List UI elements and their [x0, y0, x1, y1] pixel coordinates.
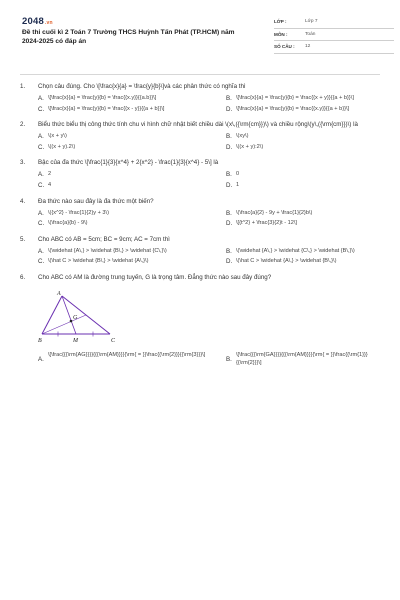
option-text: \[{t^2} + \frac{3}{2}t - 12\]: [236, 220, 297, 227]
label-c: C: [111, 337, 116, 344]
side-ab: [42, 296, 62, 334]
option-d[interactable]: D. \(\hat C > \widehat {A\,} > \widehat {B\,}\): [226, 258, 398, 266]
option-b[interactable]: B. \[\frac{x}{a} = \frac{y}{b} = \frac{{x + y}}{{a + b}}\]: [226, 95, 398, 103]
option-d[interactable]: D. \((x + y):2\): [226, 144, 398, 152]
option-b[interactable]: B. \(\widehat {A\,} > \widehat {C\,} > \widehat {B\,}\): [226, 248, 398, 256]
option-a[interactable]: A. \({x^2} - \frac{1}{2}y + 3\): [38, 210, 226, 218]
option-text: \(\widehat {A\,} > \widehat {B\,} > \widehat {C\,}\): [48, 247, 167, 254]
option-text: 4: [48, 181, 52, 188]
option-b[interactable]: B. \(\frac{a}{2} - 9y + \frac{1}{2}b\): [226, 210, 398, 218]
option-text: \(\hat C > \widehat {A\,} > \widehat {B\,}\): [236, 258, 337, 265]
option-text: \[\frac{x}{a} = \frac{y}{b} = \frac{{x + y}}{{a + b}}\]: [236, 95, 354, 101]
option-text: \((x + y).2\): [48, 143, 76, 150]
option-text: \(xy\): [236, 133, 249, 140]
class-value: Lớp 7: [305, 19, 318, 25]
option-c[interactable]: C. 4: [38, 182, 226, 190]
class-label: LỚP :: [274, 19, 287, 25]
option-text: \[\frac{x}{a} = \frac{y}{b} = \frac{{x - y}}{{a + b}}\]: [48, 105, 165, 112]
question-text: Chọn câu đúng. Cho \[\frac{x}{a} = \frac{y}{b}\]và các phân thức có nghĩa thì: [38, 83, 246, 90]
option-text: \(\hat C > \widehat {B\,} > \widehat {A\,}\): [48, 258, 149, 265]
option-text: \[\frac{{{\rm{GA}}}}{{{\rm{AM}}}}{\rm{ = }}\frac{{\rm{1}}}{{\rm{2}}}\]: [236, 351, 368, 366]
option-d[interactable]: D. \[{t^2} + \frac{3}{2}t - 12\]: [226, 220, 398, 228]
question-3: [20, 158, 380, 189]
label-g: G: [73, 314, 78, 321]
subject-value: Toán: [305, 31, 316, 37]
question-6: [20, 273, 380, 367]
option-text: \(\frac{a}{b} - 9\): [48, 220, 88, 227]
subject-label: MÔN :: [274, 31, 288, 37]
option-d[interactable]: D. 1: [226, 182, 398, 190]
option-a[interactable]: A. \(x + y\): [38, 133, 226, 141]
label-m: M: [73, 337, 78, 344]
question-text: Bậc của đa thức \[\frac{1}{3}{x^4} + 2{x^2} - \frac{1}{3}{x^4} - 5\] là: [38, 159, 219, 167]
option-b[interactable]: B. \(xy\): [226, 133, 398, 141]
header-divider: [20, 74, 380, 75]
median-from-b: [42, 315, 86, 334]
question-text: Cho ABC có AM là đường trung tuyến, G là trọng tâm. Đẳng thức nào sau đây đúng?: [38, 273, 272, 281]
option-text: \(\widehat {A\,} > \widehat {C\,} > \widehat {B\,}\): [236, 247, 355, 254]
question-number: 6.: [20, 273, 26, 281]
question-number: 3.: [20, 159, 26, 167]
label-a: A: [57, 290, 61, 297]
option-b[interactable]: B. \[\frac{{{\rm{GA}}}}{{{\rm{AM}}}}{\rm{ = }}\frac{{\rm{1}}}{{\rm{2}}}\]: [226, 352, 398, 367]
question-number: 5.: [20, 235, 26, 243]
brand-name: 2048: [22, 16, 44, 27]
meta-row-subject: [274, 29, 394, 42]
question-2: [20, 120, 380, 151]
option-text: \[\frac{x}{a} = \frac{y}{b} = \frac{{x.y}}{{a.b}}\]: [48, 95, 157, 101]
option-text: \((x + y):2\): [236, 143, 264, 150]
option-text: 0: [236, 171, 240, 178]
question-number: 1.: [20, 83, 26, 90]
option-text: \(\frac{a}{2} - 9y + \frac{1}{2}b\): [236, 209, 313, 216]
question-text: Biểu thức biểu thị công thức tính chu vi hình chữ nhật biết chiều dài \(x\,({\rm{cm}})\) và chiều rộng\(y\,({\rm{cm}})\) là: [38, 121, 358, 129]
question-4: [20, 197, 380, 228]
question-list: [20, 82, 380, 374]
option-c[interactable]: C. \[\frac{x}{a} = \frac{y}{b} = \frac{{x - y}}{{a + b}}\]: [38, 106, 226, 114]
meta-row-class: [274, 16, 394, 29]
question-number: 2.: [20, 121, 26, 129]
option-text: \({x^2} - \frac{1}{2}y + 3\): [48, 209, 109, 216]
triangle-figure: [38, 288, 128, 344]
header: [20, 16, 380, 68]
centroid-point: [70, 320, 73, 323]
option-d[interactable]: D. \[\frac{x}{a} = \frac{y}{b} = \frac{{x.y}}{{a + b}}\]: [226, 106, 398, 114]
option-text: 1: [236, 181, 240, 188]
question-5: [20, 235, 380, 266]
option-text: \(x + y\): [48, 133, 67, 140]
option-a[interactable]: A. 2: [38, 171, 226, 179]
question-text: Đa thức nào sau đây là đa thức một biến?: [38, 197, 154, 205]
brand-logo[interactable]: [22, 16, 53, 27]
option-c[interactable]: C. \((x + y).2\): [38, 144, 226, 152]
question-number: 4.: [20, 197, 26, 205]
count-value: 12: [305, 44, 311, 50]
brand-tld: .vn: [44, 20, 53, 26]
option-a[interactable]: A. \[\frac{{{\rm{AG}}}}{{{\rm{AM}}}}{\rm{ = }}\frac{{\rm{2}}}{{\rm{3}}}\]: [38, 352, 226, 367]
option-b[interactable]: B. 0: [226, 171, 398, 179]
question-text: Cho ABC có AB = 5cm; BC = 9cm; AC = 7cm thì: [38, 235, 170, 243]
meta-row-count: [274, 41, 394, 54]
option-text: 2: [48, 171, 52, 178]
count-label: SỐ CÂU :: [274, 44, 295, 50]
meta-panel: [274, 16, 394, 54]
option-c[interactable]: C. \(\frac{a}{b} - 9\): [38, 220, 226, 228]
document-title: Đề thi cuối kì 2 Toán 7 Trường THCS Huỳnh Tấn Phát (TP.HCM) năm 2024-2025 có đáp án: [22, 29, 235, 46]
option-text: \[\frac{x}{a} = \frac{y}{b} = \frac{{x.y}}{{a + b}}\]: [236, 105, 350, 112]
option-text: \[\frac{{{\rm{AG}}}}{{{\rm{AM}}}}{\rm{ = }}\frac{{\rm{2}}}{{\rm{3}}}\]: [48, 351, 206, 358]
question-1: [20, 82, 380, 113]
option-a[interactable]: A. \[\frac{x}{a} = \frac{y}{b} = \frac{{x.y}}{{a.b}}\]: [38, 95, 226, 103]
option-a[interactable]: A. \(\widehat {A\,} > \widehat {B\,} > \widehat {C\,}\): [38, 248, 226, 256]
label-b: B: [38, 337, 42, 344]
option-c[interactable]: C. \(\hat C > \widehat {B\,} > \widehat {A\,}\): [38, 258, 226, 266]
